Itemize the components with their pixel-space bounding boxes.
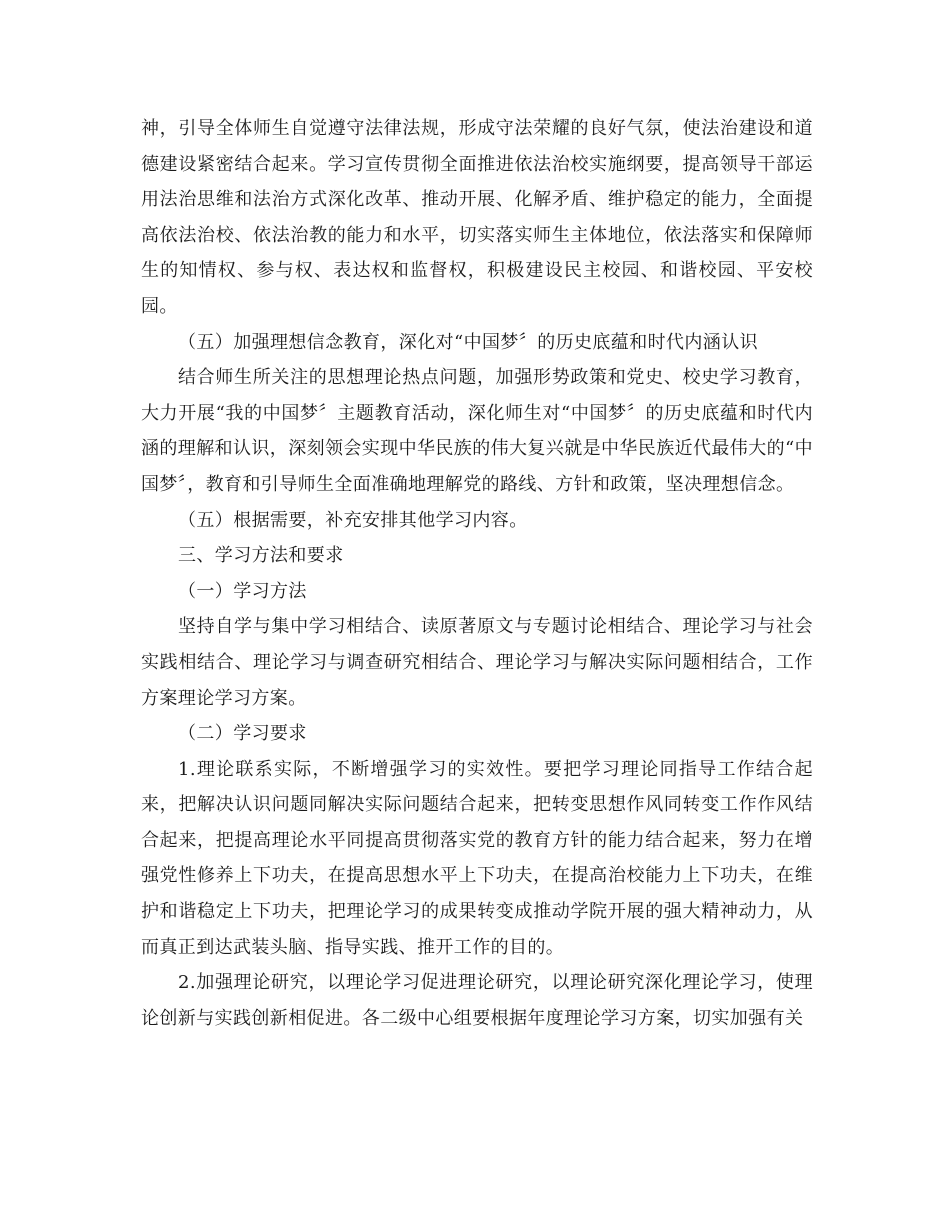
requirement-item-2: 2.加强理论研究，以理论学习促进理论研究，以理论研究深化理论学习，使理论创新与实践创新相促进。各二级中心组要根据年度理论学习方案，切实加强有关 xyxy=(141,972,813,1029)
document-body xyxy=(141,111,813,1036)
section-heading-supplementary: （五）根据需要，补充安排其他学习内容。 xyxy=(178,509,528,531)
paragraph-ideals-education: 结合师生所关注的思想理论热点问题，加强形势政策和党史、校史学习教育，大力开展“我的中国梦〞主题教育活动，深化师生对“中国梦〞的历史底蕴和时代内涵的理解和认识，深刻领会实现中华民族的伟大复兴就是中华民族近代最伟大的“中国梦〞，教育和引导师生全面准确地理解党的路线、方针和政策，坚决理想信念。 xyxy=(141,367,813,495)
requirement-item-1: 1.理论联系实际，不断增强学习的实效性。要把学习理论同指导工作结合起来，把解决认识问题同解决实际问题结合起来，把转变思想作风同转变工作作风结合起来，把提高理论水平同提高贯彻落实党的教育方针的能力结合起来，努力在增强党性修养上下功夫，在提高思想水平上下功夫，在提高治校能力上下功夫，在维护和谐稳定上下功夫，把理论学习的成果转变成推动学院开展的强大精神动力，从而真正到达武装头脑、指导实践、推开工作的目的。 xyxy=(141,758,813,958)
subsection-heading-requirements: （二）学习要求 xyxy=(178,723,307,745)
paragraph-methods: 坚持自学与集中学习相结合、读原著原文与专题讨论相结合、理论学习与社会实践相结合、理论学习与调查研究相结合、理论学习与解决实际问题相结合，工作方案理论学习方案。 xyxy=(141,616,813,709)
subsection-heading-methods: （一）学习方法 xyxy=(178,580,307,602)
section-heading-methods-requirements: 三、学习方法和要求 xyxy=(178,545,344,567)
paragraph-continuation: 神，引导全体师生自觉遵守法律法规，形成守法荣耀的良好气氛，使法治建设和道德建设紧密结合起来。学习宣传贯彻全面推进依法治校实施纲要，提高领导干部运用法治思维和法治方式深化改革、推动开展、化解矛盾、维护稳定的能力，全面提高依法治校、依法治教的能力和水平，切实落实师生主体地位，依法落实和保障师生的知情权、参与权、表达权和监督权，积极建设民主校园、和谐校园、平安校园。 xyxy=(141,118,813,317)
section-heading-ideals-education: （五）加强理想信念教育，深化对“中国梦〞的历史底蕴和时代内涵认识 xyxy=(178,331,758,353)
